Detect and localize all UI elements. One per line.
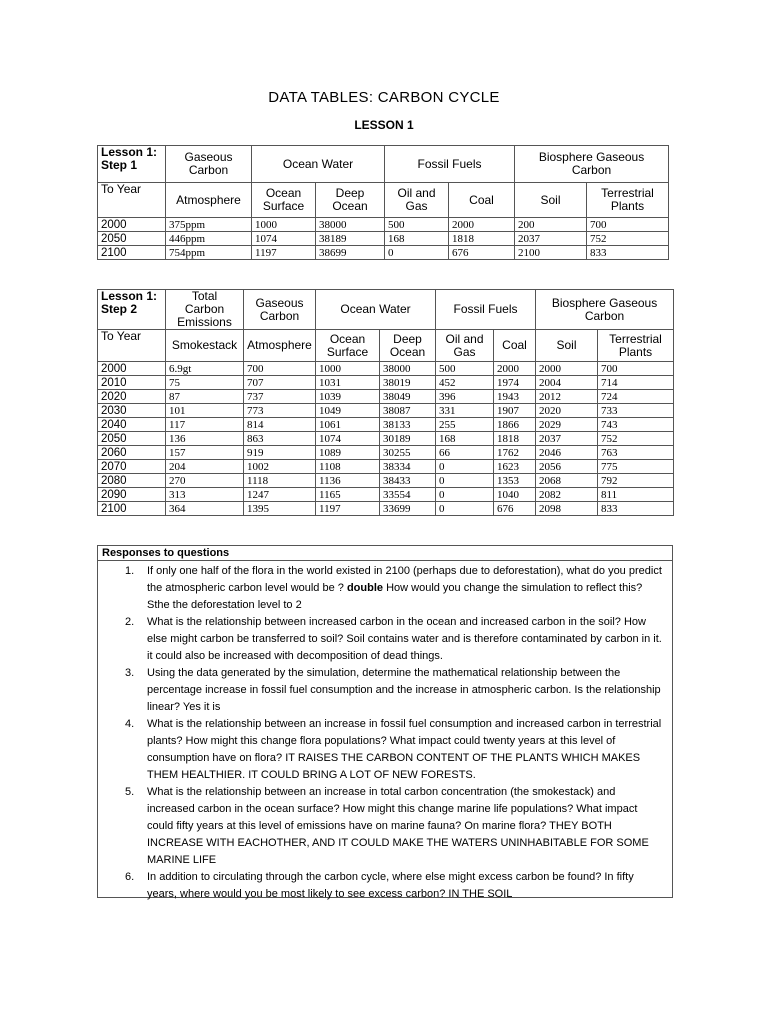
value-cell: 1000 [252,218,316,232]
column-header: Coal [449,183,515,218]
page-title: DATA TABLES: CARBON CYCLE [268,89,500,106]
response-item [98,784,672,869]
value-cell: 2020 [536,404,598,418]
step2-table [97,289,674,516]
value-cell: 30255 [380,446,436,460]
column-header: Oil and Gas [436,330,494,362]
value-cell: 1031 [316,376,380,390]
response-text: What is the relationship between an increase in total carbon concentration (the smokestack) and increased carbon in the ocean surface? How might this change marine life populations? What impact could fifty years at this level of emissions have on marine fauna? On marine flora? THEY BOTH INCREASE WITH EACHOTHER, AND IT COULD MAKE THE WATERS UNINHABITABLE FOR SOME MARINE LIFE [147,786,649,866]
responses-heading: Responses to questions [98,546,672,561]
value-cell: 1974 [494,376,536,390]
year-cell: 2010 [98,376,166,390]
year-cell: 2090 [98,488,166,502]
value-cell: 2000 [536,362,598,376]
column-header: Smokestack [166,330,244,362]
value-cell: 204 [166,460,244,474]
value-cell: 1943 [494,390,536,404]
column-header: Atmosphere [166,183,252,218]
value-cell: 2000 [494,362,536,376]
value-cell: 737 [244,390,316,404]
value-cell: 500 [385,218,449,232]
value-cell: 313 [166,488,244,502]
column-header: Oil and Gas [385,183,449,218]
year-cell: 2100 [98,502,166,516]
value-cell: 754ppm [166,246,252,260]
value-cell: 1247 [244,488,316,502]
value-cell: 1907 [494,404,536,418]
value-cell: 2068 [536,474,598,488]
value-cell: 833 [587,246,669,260]
value-cell: 38189 [316,232,385,246]
value-cell: 375ppm [166,218,252,232]
value-cell: 500 [436,362,494,376]
column-header: Soil [515,183,587,218]
value-cell: 773 [244,404,316,418]
value-cell: 2012 [536,390,598,404]
column-header: Terrestrial Plants [587,183,669,218]
response-text: How would you change the simulation to reflect this? Sthe the deforestation level to 2 [147,582,643,611]
lesson-subtitle: LESSON 1 [354,118,414,132]
year-cell: 2050 [98,432,166,446]
value-cell: 1866 [494,418,536,432]
value-cell: 136 [166,432,244,446]
response-number: 1. [125,565,135,577]
value-cell: 270 [166,474,244,488]
value-cell: 1818 [449,232,515,246]
value-cell: 1049 [316,404,380,418]
column-header: Deep Ocean [316,183,385,218]
group-header: Ocean Water [316,290,436,330]
value-cell: 2029 [536,418,598,432]
value-cell: 1136 [316,474,380,488]
value-cell: 0 [436,502,494,516]
table-corner: Lesson 1: Step 1 [98,146,166,183]
table-row [98,418,674,432]
value-cell: 775 [598,460,674,474]
table-row [98,376,674,390]
group-header: Gaseous Carbon [166,146,252,183]
group-header: Ocean Water [252,146,385,183]
value-cell: 1002 [244,460,316,474]
value-cell: 364 [166,502,244,516]
value-cell: 101 [166,404,244,418]
value-cell: 1762 [494,446,536,460]
table-row [98,218,669,232]
step1-table [97,145,669,260]
year-cell: 2030 [98,404,166,418]
column-header: Atmosphere [244,330,316,362]
value-cell: 2004 [536,376,598,390]
table-row [98,246,669,260]
column-header: Ocean Surface [252,183,316,218]
response-item [98,716,672,784]
response-text: If only one half of the flora in the world existed in 2100 (perhaps due to deforestation), what do you predict the atmospheric carbon level would be ? [147,565,662,594]
value-cell: 38433 [380,474,436,488]
response-number: 5. [125,786,135,798]
column-header: Deep Ocean [380,330,436,362]
response-text: What is the relationship between an increase in fossil fuel consumption and increased carbon in terrestrial plants? How might this change flora populations? What impact could twenty years at this level of consumption have on flora? IT RAISES THE CARBON CONTENT OF THE PLANTS WHICH MAKES THEM HEALTHIER. IT COULD BRING A LOT OF NEW FORESTS. [147,718,662,781]
value-cell: 38699 [316,246,385,260]
value-cell: 168 [385,232,449,246]
value-cell: 1000 [316,362,380,376]
value-cell: 0 [436,474,494,488]
year-cell: 2070 [98,460,166,474]
value-cell: 1039 [316,390,380,404]
response-text: What is the relationship between increased carbon in the ocean and increased carbon in the soil? How else might carbon be transferred to soil? Soil contains water and is therefore contaminated by carbon in it. it could also be increased with decomposition of dead things. [147,616,662,662]
group-header: Biosphere Gaseous Carbon [536,290,674,330]
value-cell: 752 [587,232,669,246]
value-cell: 1165 [316,488,380,502]
table-row [98,362,674,376]
value-cell: 700 [587,218,669,232]
value-cell: 1353 [494,474,536,488]
value-cell: 0 [385,246,449,260]
value-cell: 38133 [380,418,436,432]
value-cell: 1118 [244,474,316,488]
column-header: Coal [494,330,536,362]
value-cell: 2037 [515,232,587,246]
value-cell: 0 [436,488,494,502]
year-cell: 2040 [98,418,166,432]
responses-box [97,545,673,898]
value-cell: 676 [449,246,515,260]
year-cell: 2000 [98,218,166,232]
response-text: Using the data generated by the simulation, determine the mathematical relationship between the percentage increase in fossil fuel consumption and the increase in atmospheric carbon. Is the relationship linear? Yes it is [147,667,661,713]
table-row [98,432,674,446]
value-cell: 1108 [316,460,380,474]
response-item [98,563,672,614]
value-cell: 38019 [380,376,436,390]
value-cell: 1197 [252,246,316,260]
value-cell: 1040 [494,488,536,502]
column-header: Soil [536,330,598,362]
response-item [98,869,672,903]
table-row [98,446,674,460]
value-cell: 1061 [316,418,380,432]
value-cell: 1197 [316,502,380,516]
value-cell: 919 [244,446,316,460]
group-header: Gaseous Carbon [244,290,316,330]
response-number: 4. [125,718,135,730]
value-cell: 1074 [316,432,380,446]
response-bold-answer: double [346,582,384,594]
value-cell: 724 [598,390,674,404]
value-cell: 707 [244,376,316,390]
value-cell: 2100 [515,246,587,260]
value-cell: 700 [244,362,316,376]
value-cell: 38000 [380,362,436,376]
responses-list [98,563,672,903]
response-item [98,614,672,665]
group-header: Fossil Fuels [436,290,536,330]
group-header: Biosphere Gaseous Carbon [515,146,669,183]
table-row [98,232,669,246]
year-cell: 2100 [98,246,166,260]
value-cell: 863 [244,432,316,446]
response-number: 3. [125,667,135,679]
value-cell: 2056 [536,460,598,474]
value-cell: 2098 [536,502,598,516]
value-cell: 200 [515,218,587,232]
response-item [98,665,672,716]
value-cell: 38000 [316,218,385,232]
value-cell: 700 [598,362,674,376]
value-cell: 0 [436,460,494,474]
value-cell: 38087 [380,404,436,418]
value-cell: 2000 [449,218,515,232]
value-cell: 1818 [494,432,536,446]
table-row [98,502,674,516]
table-corner: Lesson 1: Step 2 [98,290,166,330]
value-cell: 743 [598,418,674,432]
year-cell: 2060 [98,446,166,460]
value-cell: 33554 [380,488,436,502]
value-cell: 733 [598,404,674,418]
value-cell: 255 [436,418,494,432]
value-cell: 33699 [380,502,436,516]
year-cell: 2000 [98,362,166,376]
value-cell: 1395 [244,502,316,516]
value-cell: 763 [598,446,674,460]
value-cell: 75 [166,376,244,390]
value-cell: 87 [166,390,244,404]
table-row [98,404,674,418]
value-cell: 38049 [380,390,436,404]
value-cell: 30189 [380,432,436,446]
table-row [98,488,674,502]
value-cell: 1089 [316,446,380,460]
value-cell: 792 [598,474,674,488]
column-header: Terrestrial Plants [598,330,674,362]
value-cell: 38334 [380,460,436,474]
value-cell: 446ppm [166,232,252,246]
response-number: 2. [125,616,135,628]
value-cell: 331 [436,404,494,418]
table-row [98,460,674,474]
group-header: Fossil Fuels [385,146,515,183]
value-cell: 811 [598,488,674,502]
value-cell: 117 [166,418,244,432]
value-cell: 2037 [536,432,598,446]
table-row [98,390,674,404]
year-cell: 2080 [98,474,166,488]
table-row [98,474,674,488]
value-cell: 2046 [536,446,598,460]
response-text: In addition to circulating through the carbon cycle, where else might excess carbon be found? In fifty years, where would you be most likely to see excess carbon? IN THE SOIL [147,871,634,900]
value-cell: 2082 [536,488,598,502]
year-label: To Year [98,330,166,362]
value-cell: 676 [494,502,536,516]
value-cell: 714 [598,376,674,390]
value-cell: 6.9gt [166,362,244,376]
value-cell: 1074 [252,232,316,246]
value-cell: 396 [436,390,494,404]
value-cell: 752 [598,432,674,446]
value-cell: 168 [436,432,494,446]
year-cell: 2050 [98,232,166,246]
value-cell: 157 [166,446,244,460]
value-cell: 66 [436,446,494,460]
year-label: To Year [98,183,166,218]
value-cell: 814 [244,418,316,432]
year-cell: 2020 [98,390,166,404]
response-number: 6. [125,871,135,883]
value-cell: 1623 [494,460,536,474]
group-header: Total Carbon Emissions [166,290,244,330]
value-cell: 452 [436,376,494,390]
value-cell: 833 [598,502,674,516]
column-header: Ocean Surface [316,330,380,362]
